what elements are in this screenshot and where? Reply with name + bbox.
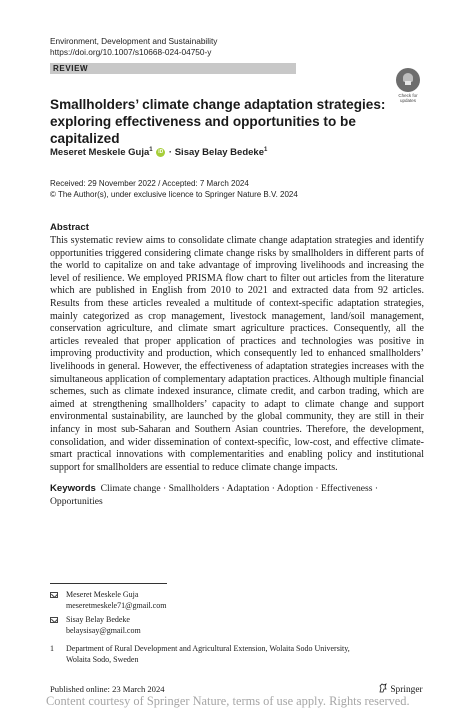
author-list — [50, 147, 267, 158]
article-title: Smallholders’ climate change adaptation strategies: exploring effectiveness and opportunities to be capitalized — [50, 97, 386, 146]
check-updates-text: Check for updates — [398, 93, 418, 103]
crossmark-icon — [396, 68, 420, 92]
journal-doi-link[interactable]: https://doi.org/10.1007/s10668-024-04750-y — [50, 47, 212, 57]
author-separator: · — [168, 147, 173, 159]
envelope-icon — [50, 592, 58, 598]
author-email-link[interactable]: meseretmeskele71@gmail.com — [66, 601, 167, 610]
published-online-date: Published online: 23 March 2024 — [50, 684, 165, 694]
journal-name: Environment, Development and Sustainability — [50, 36, 218, 46]
author-footnote — [50, 614, 141, 636]
footnote-divider — [50, 583, 167, 584]
keywords — [50, 483, 424, 508]
author-name[interactable]: Sisay Belay Bedeke — [174, 147, 264, 159]
journal-header — [50, 36, 217, 58]
author-email-link[interactable]: belaysisay@gmail.com — [66, 626, 141, 635]
springer-horse-icon — [378, 683, 388, 693]
author-footnote — [50, 589, 166, 611]
affiliation-mark: 1 — [263, 147, 268, 153]
affiliation-mark: 1 — [149, 147, 153, 153]
abstract-text: This systematic review aims to consolidate climate change adaptation strategies and identify opportunities triggered considering climate change risks by smallholders in different parts of the world to capitalize on and take advantage of improving livelihoods and increasing the level of resilience. We employed PRISMA flow chart to filter out articles from the literature which are published in English from 2010 to 2021 and extracted data from 92 articles. Results from these articles revealed a multitude of context-specific adaptation strategies, mainly categorized as crop management, livestock management, land/soil management, conservation agriculture, and climate smart agriculture practices. Consequently, all the articles revealed that proper application of practices and technologies was positive in improving productivity and production, which consequently led to enhanced smallholders’ livelihoods in general. However, the effectiveness of adaptation strategies increases with the simultaneous application of complementary adaptation practices. Although multiple financial schemes, such as climate indexed insurance, climate credit, and carbon trading, which are aimed at strengthening smallholders’ capacity to adapt to climate change and support environmental sustainability, are launched by the global community, they are still in their infancy in most sub-Saharan and Southern Asian countries. Therefore, the development, consolidation, and wider dissemination of context-specific, low-cost, and effective climate-smart practical innovations with complementarities and enabling policy and institutional support for smallholders are essential to reduce climate change impacts. — [50, 235, 424, 473]
publisher-name: Springer — [390, 685, 423, 695]
orcid-icon[interactable]: iD — [158, 149, 164, 156]
footnote-author-name: Meseret Meskele Guja — [66, 590, 139, 599]
copyright-line: © The Author(s), under exclusive licence to Springer Nature B.V. 2024 — [50, 190, 298, 199]
keywords-label: Keywords — [50, 483, 96, 494]
article-dates — [50, 178, 298, 200]
abstract-heading: Abstract — [50, 222, 89, 233]
received-accepted: Received: 29 November 2022 / Accepted: 7 March 2024 — [50, 179, 249, 188]
footnote-author-name: Sisay Belay Bedeke — [66, 615, 130, 624]
envelope-icon — [50, 617, 58, 623]
article-type-label: REVIEW — [53, 64, 89, 73]
courtesy-watermark: Content courtesy of Springer Nature, terms of use apply. Rights reserved. — [46, 694, 410, 708]
affiliation-footnote — [50, 643, 350, 665]
affiliation-number: 1 — [50, 644, 54, 653]
author-name[interactable]: Meseret Meskele Guja — [50, 147, 150, 159]
affiliation-line: Wolaita Sodo, Sweden — [66, 655, 139, 664]
affiliation-line: Department of Rural Development and Agricultural Extension, Wolaita Sodo University, — [66, 644, 350, 653]
keywords-list: Climate change · Smallholders · Adaptation · Adoption · Effectiveness · Opportunities — [50, 483, 379, 507]
